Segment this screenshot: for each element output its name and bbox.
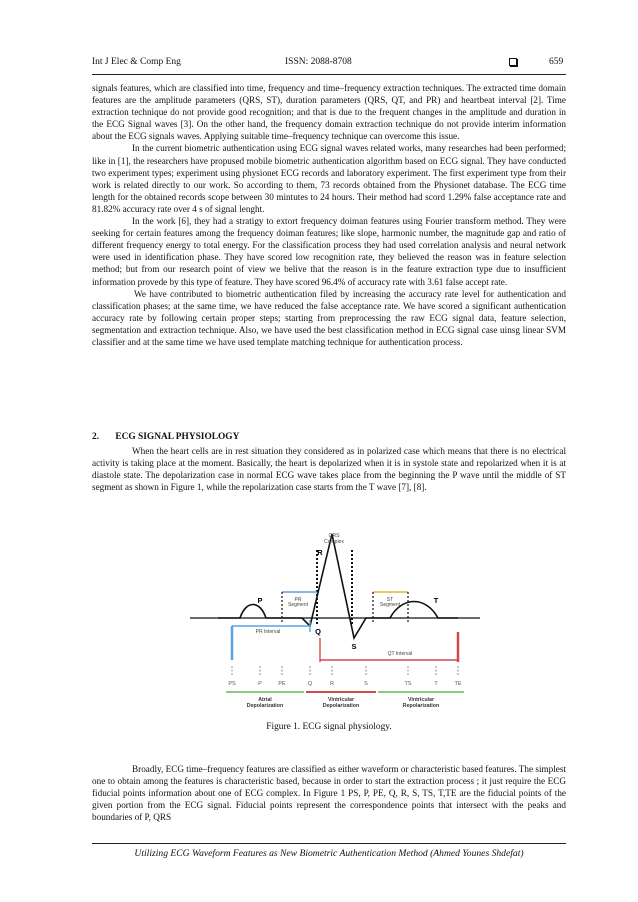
- label-r: R: [317, 548, 323, 557]
- fiducial-label-pe: PE: [278, 681, 286, 687]
- section-heading: [92, 432, 239, 442]
- qrs-label-1: QRS: [328, 533, 340, 539]
- phase-2-line2: Depolarization: [322, 703, 360, 709]
- pr-interval-label: PR Interval: [255, 629, 281, 635]
- fiducial-label-q: Q: [307, 681, 313, 687]
- paragraph: Broadly, ECG time–frequency features are classified as either waveform or characteristic based features. The simplest one to obtain among the features is characteristic based, because in order to start the extraction process ; it just require the ECG fiducial points information about one of ECG complex. In Figure 1 PS, P, PE, Q, R, S, TS, T,TE are the fiducial points of the given portion from the ECG signal. Fiducial points represent the correspondence points that intersect with the peaks and boundaries of P, QRS: [92, 764, 566, 823]
- page-number: 659: [549, 57, 564, 67]
- phase-3-line2: Repolarization: [402, 703, 440, 709]
- pr-segment-label-2: Segment: [287, 602, 309, 608]
- ecg-figure: [190, 520, 480, 716]
- fiducial-label-te: TE: [454, 681, 462, 687]
- st-segment-label-1: ST: [386, 597, 394, 603]
- label-q: Q: [315, 627, 321, 636]
- pr-segment-label-1: PR: [294, 597, 302, 603]
- fiducial-label-s: S: [364, 681, 368, 687]
- qrs-label-2: Complex: [324, 539, 344, 545]
- phase-1-line2: Depolarization: [246, 703, 284, 709]
- label-t: T: [433, 596, 439, 605]
- ecg-trace: [218, 534, 458, 638]
- paragraph: We have contributed to biometric authentication filed by increasing the accuracy rate level for authentication and classification phases; at the same time, we have reduced the false acceptance rate. We have scored a significant authentication accuracy rate by following certain proper steps; starting from preprocessing the raw ECG signal data, feature selection, segmentation and extraction technique. Also, we have used the best classification method in ECG signal case uinsg linear SVM classifier and at the same time we have used template matching technique for authentication process.: [92, 288, 566, 347]
- checkbox-icon: [509, 58, 517, 66]
- phase-bar-vent-depol: [306, 691, 376, 693]
- fiducial-arrows: [232, 666, 458, 676]
- running-footer: Utilizing ECG Waveform Features as New Biometric Authentication Method (Ahmed Younes Shdefat): [134, 848, 524, 859]
- section-title: ECG SIGNAL PHYSIOLOGY: [115, 432, 240, 442]
- label-s: S: [351, 642, 357, 651]
- qt-interval-label: QT Interval: [387, 651, 413, 657]
- closing-text: [92, 763, 566, 823]
- paragraph: signals features, which are classified into time, frequency and time–frequency extraction techniques. The extracted time domain features are the amplitude parameters (QRS, ST), duration parameters (QRS, QT, and PR) and heartbeat interval [2]. Time extraction technique do not provide good recognition; and that is due to the frequent changes in the amplitude and duration in the ECG Signal waves [3]. On the other hand, the frequency domain extraction technique do not provide interim information about the ECG signals waves. Applying suitable time–frequency technique can overcome this issue.: [92, 83, 566, 142]
- fiducial-label-ps: PS: [228, 681, 236, 687]
- paragraph: When the heart cells are in rest situation they considered as in polarized case which means that there is no electrical activity is taking place at the moment. Basically, the heart is depolarized when it is in systole state and repolarized when it is at diastole state. The depolarization case in normal ECG wave takes place from the beginning the P wave until the middle of ST segment as shown in Figure 1, while the repolarization case starts from the T wave [7], [8].: [92, 446, 566, 493]
- section-text: [92, 445, 566, 493]
- issn: ISSN: 2088-8708: [285, 57, 352, 67]
- phase-3-line1: Vintricular: [407, 697, 435, 703]
- fiducial-label-ts: TS: [404, 681, 412, 687]
- paragraph: In the work [6], they had a stratigy to extort frequency doiman features using Fourier transform method. They were seeking for certain features among the frequency doiman features; like slope, harmonic number, the magnitude gap and ratio of different frequency energy to total energy. For the classification process they had used correlation analysis and neural network were used in identification phase. They have scored low recognition rate, they believed the reason was in feature selection method; but from our research point of view we belive that the reason is in the feature extraction type due to insufficient information provede by this type of feature. They have scored 96.4% of accuracy rate with 3.61 false accept rate.: [92, 216, 566, 287]
- intro-text: [92, 82, 566, 348]
- journal-name: Int J Elec & Comp Eng: [92, 57, 181, 67]
- fiducial-label-t: T: [434, 681, 438, 687]
- label-p: P: [257, 596, 263, 605]
- phase-1-line1: Atrial: [258, 697, 272, 703]
- running-header: [92, 57, 566, 73]
- phase-bar-vent-repol: [378, 691, 464, 693]
- fiducial-label-r: R: [330, 681, 334, 687]
- st-segment-label-2: Segment: [379, 602, 401, 608]
- footer-rule: [92, 843, 566, 844]
- paragraph: In the current biometric authentication using ECG signal waves related works, many researches had been performed; like in [1], the researchers have propused mobile biometric authentication algorithm based on ECG signal. They have conducted two experiment types; experiment using physionet ECG records and laboratory experiment. The first experiment type from their work is related directly to our work. So according to them, 73 records obtained from the Physionet database. The ECG time length for the obtained records scope between 30 mintutes to 24 hours. Their method had scord 1.29% false acceptance rate and 81.82% accuracy rate over 4 s of signal lenght.: [92, 143, 566, 214]
- phase-bar-atrial: [226, 691, 304, 693]
- header-rule: [92, 74, 566, 75]
- fiducial-label-p: P: [258, 681, 262, 687]
- phase-2-line1: Vintricular: [327, 697, 355, 703]
- section-number: 2.: [92, 432, 100, 442]
- figure-caption: Figure 1. ECG signal physiology.: [266, 722, 392, 732]
